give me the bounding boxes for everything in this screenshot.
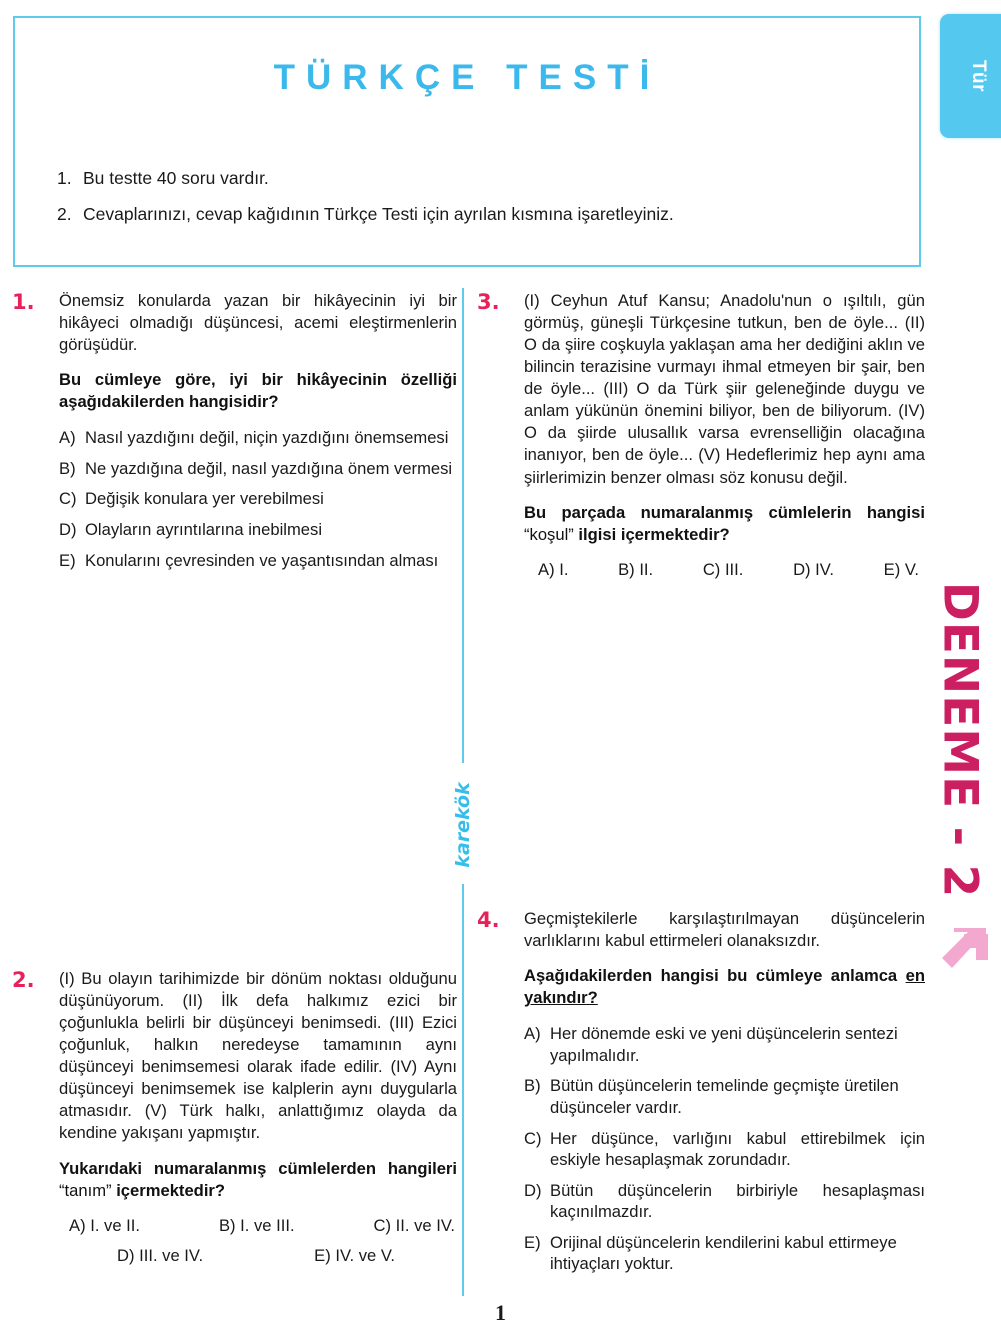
option-text: Bütün düşüncelerin birbiriyle hesaplaşması kaçınılmazdır. [550, 1180, 925, 1222]
option-a[interactable] [59, 427, 457, 449]
option-text: Bütün düşüncelerin temelinde geçmişte üretilen düşünceler vardır. [550, 1076, 899, 1117]
option-e[interactable] [524, 1232, 925, 1275]
option-text: Olayların ayrıntılarına inebilmesi [85, 520, 323, 539]
option-c[interactable] [524, 1128, 925, 1171]
option-text: Konularını çevresinden ve yaşantısından alması [85, 550, 439, 570]
option-d[interactable]: D) III. ve IV. [117, 1245, 204, 1265]
option-text: Değişik konulara yer verebilmesi [85, 489, 324, 509]
question-number: 4. [477, 908, 500, 932]
option-letter: A) [59, 428, 76, 448]
option-row [524, 560, 925, 580]
instruction-text: Cevaplarınızı, cevap kağıdının Türkçe Testi için ayrılan kısmına işaretleyiniz. [83, 203, 674, 224]
question-number: 2. [12, 968, 35, 992]
option-b[interactable] [524, 1075, 925, 1118]
exam-set-text: DENEME - 2 [932, 581, 988, 899]
option-b[interactable] [59, 458, 457, 480]
column-divider-bottom [462, 884, 464, 1296]
question-1 [12, 290, 457, 580]
publisher-watermark [437, 770, 489, 880]
prompt-quoted-term: “koşul” [524, 524, 574, 544]
option-d[interactable] [59, 519, 457, 541]
option-a[interactable]: A) I. [538, 559, 569, 579]
instruction-number: 1. [57, 168, 72, 188]
prompt-part-2: ilgisi içermektedir? [578, 524, 730, 544]
question-number: 3. [477, 290, 500, 314]
option-text: Her düşünce, varlığını kabul ettirebilmek için eskiyle hesaplaşmak zorundadır. [550, 1128, 925, 1170]
option-a[interactable] [524, 1023, 925, 1066]
question-3 [477, 290, 925, 590]
question-stem: (I) Bu olayın tarihimizde bir dönüm noktası olduğunu düşünüyorum. (II) İlk defa halkımız ezici bir çoğunlukla belirli bir düşünceyi benimsedi. (III) Ezici çoğunluk, halkın neredeyse tamamının aynı düşünceyi benimsemesi olarak ifade edilir. (IV) Aynı düşünceyi benimsemek ise kalplerin aynı duygularla atmasıdır. (V) Türk halkı, anlattığımız olayda da kendine yakışanı yapmıştır. [59, 969, 457, 1143]
option-letter: C) [524, 1128, 542, 1148]
column-divider-top [462, 288, 464, 763]
option-letter: E) [524, 1232, 541, 1252]
test-header-box [13, 16, 921, 267]
option-b[interactable]: B) II. [618, 559, 654, 579]
option-letter: C) [59, 489, 77, 509]
question-stem: Önemsiz konularda yazan bir hikâyecinin iyi bir hikâyeci olmadığı düşüncesi, acemi eleştirmenlerin görüşüdür. [59, 291, 457, 355]
instruction-item [57, 204, 877, 226]
question-body [524, 908, 925, 1275]
question-stem: Geçmiştekilerle karşılaştırılmayan düşüncelerin varlıklarını kabul ettirmeleri olanaksızdır. [524, 909, 925, 951]
option-c[interactable] [59, 488, 457, 510]
option-text: Ne yazdığına değil, nasıl yazdığına önem vermesi [85, 458, 453, 478]
question-body [59, 968, 457, 1266]
option-letter: B) [524, 1076, 541, 1096]
option-b[interactable]: B) I. ve III. [218, 1215, 295, 1235]
page-title: TÜRKÇE TESTİ [273, 58, 661, 97]
option-letter: D) [524, 1180, 542, 1200]
option-e[interactable]: E) V. [883, 559, 919, 579]
question-2 [12, 968, 457, 1276]
prompt-quoted-term: “tanım” [59, 1180, 112, 1200]
publisher-watermark-text: karekök [452, 782, 474, 868]
question-body [59, 290, 457, 571]
question-4 [477, 908, 925, 1284]
question-body [524, 290, 925, 580]
prompt-underlined-part: en yakındır? [524, 966, 925, 1008]
option-list [59, 427, 457, 571]
question-number: 1. [12, 290, 35, 314]
option-a[interactable]: A) I. ve II. [69, 1215, 141, 1235]
prompt-part-1: Bu parçada numaralanmış cümlelerin hangisi [524, 502, 925, 522]
page-number: 1 [495, 1300, 506, 1325]
question-stem: (I) Ceyhun Atuf Kansu; Anadolu'nun o ışıltılı, gün görmüş, güneşli Türkçesine tutkun, ben de öyle... (II) O da şiire coşkuyla yaklaşan ama her dediğini aklın ve bilincin terazisine vurmayı ihmal etmeyen bir şair, ben de öyle... (III) O da Türk şiir geleneğinde duygu ve anlam yükünün önemini biliyor, ben de biliyorum. (IV) O da şiirde ulusallık varsa evrenselliğin olacağına inanıyor, ben de öyle... (V) Hedeflerimiz hep aynı ama şiirlerimizin benzer olması söz konusu değil. [524, 291, 925, 487]
subject-tab-label: Tür [967, 59, 989, 93]
instruction-text: Bu testte 40 soru vardır. [83, 168, 269, 188]
question-prompt: Bu cümleye göre, iyi bir hikâyecinin özelliği aşağıdakilerden hangisidir? [59, 370, 457, 412]
option-d[interactable] [524, 1180, 925, 1223]
option-e[interactable] [59, 550, 457, 572]
option-text: Orijinal düşüncelerin kendilerini kabul ettirmeye ihtiyaçları yoktur. [550, 1232, 897, 1274]
option-letter: E) [59, 550, 76, 570]
instruction-item [57, 168, 877, 190]
arrow-up-right-icon [934, 918, 996, 998]
option-letter: D) [59, 520, 77, 539]
subject-tab-tur [940, 14, 1001, 138]
instructions-list [57, 168, 877, 240]
question-prompt [524, 502, 925, 546]
option-row-bottom [59, 1246, 457, 1266]
instruction-number: 2. [57, 203, 72, 224]
option-row-top [59, 1216, 457, 1236]
option-letter: A) [524, 1024, 541, 1044]
prompt-part-1: Yukarıdaki numaralanmış cümlelerden hangileri [59, 1158, 457, 1178]
question-prompt [59, 1158, 457, 1202]
option-text: Nasıl yazdığını değil, niçin yazdığını önemsemesi [85, 428, 449, 448]
option-list [524, 1023, 925, 1275]
option-letter: B) [59, 458, 76, 478]
option-c[interactable]: C) III. [702, 559, 744, 579]
option-c[interactable]: C) II. ve IV. [373, 1215, 455, 1235]
question-prompt [524, 965, 925, 1009]
option-text: Her dönemde eski ve yeni düşüncelerin sentezi yapılmalıdır. [550, 1024, 898, 1065]
option-e[interactable]: E) IV. ve V. [314, 1245, 395, 1265]
prompt-part-2: içermektedir? [116, 1180, 226, 1200]
prompt-part-1: Aşağıdakilerden hangisi bu cümleye anlamca [524, 966, 898, 986]
exam-set-label [925, 575, 995, 905]
option-d[interactable]: D) IV. [793, 559, 834, 579]
